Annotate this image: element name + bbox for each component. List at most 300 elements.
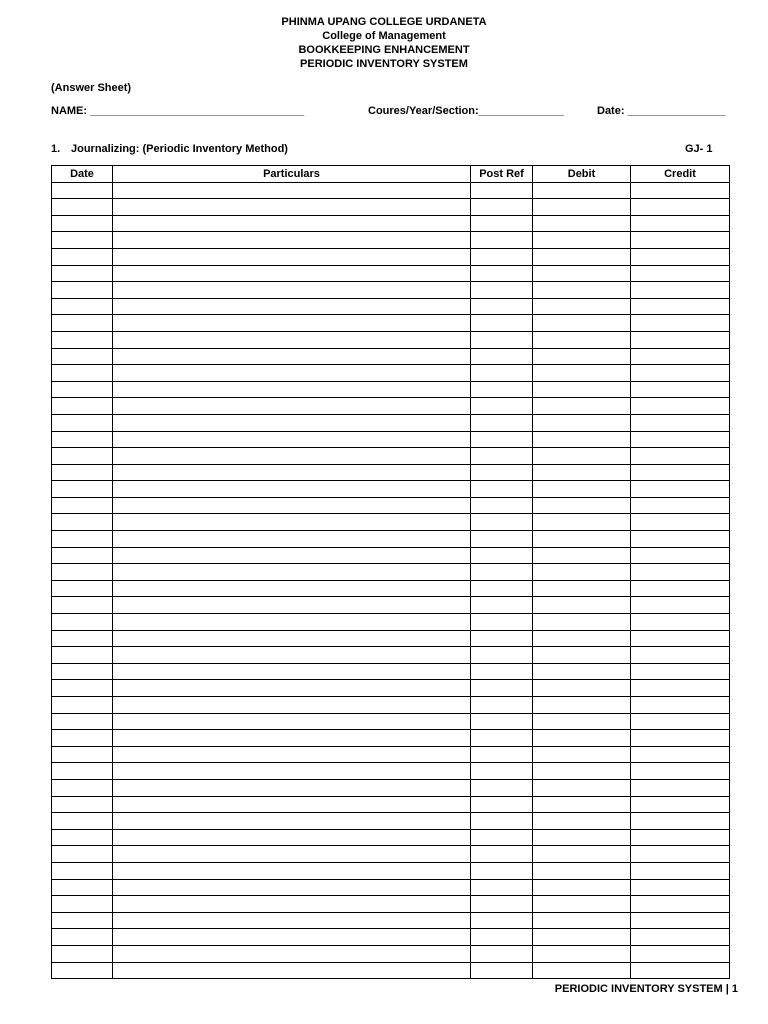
table-row xyxy=(52,398,730,415)
particulars-cell[interactable] xyxy=(113,912,471,929)
particulars-cell[interactable] xyxy=(113,580,471,597)
credit-cell[interactable] xyxy=(631,348,730,365)
particulars-cell[interactable] xyxy=(113,398,471,415)
particulars-cell[interactable] xyxy=(113,182,471,199)
particulars-cell[interactable] xyxy=(113,962,471,979)
table-row xyxy=(52,929,730,946)
table-row xyxy=(52,746,730,763)
date-cell[interactable] xyxy=(52,182,113,199)
post-ref-cell[interactable] xyxy=(471,448,533,465)
date-cell[interactable] xyxy=(52,862,113,879)
debit-cell[interactable] xyxy=(533,547,631,564)
debit-cell[interactable] xyxy=(533,199,631,216)
date-cell[interactable] xyxy=(52,796,113,813)
credit-cell[interactable] xyxy=(631,862,730,879)
date-cell[interactable] xyxy=(52,481,113,498)
credit-cell[interactable] xyxy=(631,331,730,348)
debit-cell[interactable] xyxy=(533,365,631,382)
debit-cell[interactable] xyxy=(533,315,631,332)
date-cell[interactable] xyxy=(52,680,113,697)
post-ref-cell[interactable] xyxy=(471,431,533,448)
post-ref-cell[interactable] xyxy=(471,365,533,382)
credit-cell[interactable] xyxy=(631,779,730,796)
credit-cell[interactable] xyxy=(631,215,730,232)
table-row xyxy=(52,580,730,597)
particulars-cell[interactable] xyxy=(113,564,471,581)
credit-cell[interactable] xyxy=(631,464,730,481)
date-cell[interactable] xyxy=(52,547,113,564)
credit-cell[interactable] xyxy=(631,514,730,531)
particulars-cell[interactable] xyxy=(113,663,471,680)
post-ref-cell[interactable] xyxy=(471,829,533,846)
particulars-cell[interactable] xyxy=(113,431,471,448)
date-cell[interactable] xyxy=(52,331,113,348)
credit-cell[interactable] xyxy=(631,730,730,747)
particulars-cell[interactable] xyxy=(113,597,471,614)
credit-cell[interactable] xyxy=(631,879,730,896)
table-row xyxy=(52,713,730,730)
debit-cell[interactable] xyxy=(533,298,631,315)
debit-cell[interactable] xyxy=(533,564,631,581)
debit-cell[interactable] xyxy=(533,813,631,830)
date-cell[interactable] xyxy=(52,779,113,796)
date-cell[interactable] xyxy=(52,962,113,979)
table-row xyxy=(52,265,730,282)
date-cell[interactable] xyxy=(52,829,113,846)
general-journal-page-label: GJ- 1 xyxy=(685,143,713,155)
table-row xyxy=(52,481,730,498)
debit-cell[interactable] xyxy=(533,282,631,299)
credit-cell[interactable] xyxy=(631,945,730,962)
date-cell[interactable] xyxy=(52,365,113,382)
post-ref-cell[interactable] xyxy=(471,514,533,531)
date-cell[interactable] xyxy=(52,497,113,514)
credit-cell[interactable] xyxy=(631,182,730,199)
particulars-cell[interactable] xyxy=(113,896,471,913)
post-ref-cell[interactable] xyxy=(471,398,533,415)
credit-cell[interactable] xyxy=(631,680,730,697)
particulars-cell[interactable] xyxy=(113,414,471,431)
particulars-cell[interactable] xyxy=(113,647,471,664)
journal-table xyxy=(51,165,730,979)
table-row xyxy=(52,182,730,199)
debit-cell[interactable] xyxy=(533,746,631,763)
date-cell[interactable] xyxy=(52,414,113,431)
debit-cell[interactable] xyxy=(533,945,631,962)
table-row xyxy=(52,215,730,232)
particulars-cell[interactable] xyxy=(113,945,471,962)
date-cell[interactable] xyxy=(52,763,113,780)
table-row xyxy=(52,497,730,514)
post-ref-cell[interactable] xyxy=(471,248,533,265)
debit-cell[interactable] xyxy=(533,381,631,398)
particulars-cell[interactable] xyxy=(113,697,471,714)
debit-cell[interactable] xyxy=(533,763,631,780)
post-ref-cell[interactable] xyxy=(471,232,533,249)
answer-sheet-label: (Answer Sheet) xyxy=(51,82,132,94)
debit-cell[interactable] xyxy=(533,464,631,481)
post-ref-cell[interactable] xyxy=(471,713,533,730)
particulars-cell[interactable] xyxy=(113,215,471,232)
debit-cell[interactable] xyxy=(533,697,631,714)
particulars-cell[interactable] xyxy=(113,829,471,846)
date-cell[interactable] xyxy=(52,381,113,398)
post-ref-cell[interactable] xyxy=(471,298,533,315)
particulars-cell[interactable] xyxy=(113,929,471,946)
section-number: 1. xyxy=(51,143,61,155)
debit-cell[interactable] xyxy=(533,896,631,913)
post-ref-cell[interactable] xyxy=(471,945,533,962)
debit-cell[interactable] xyxy=(533,448,631,465)
table-row xyxy=(52,680,730,697)
debit-cell[interactable] xyxy=(533,182,631,199)
table-row xyxy=(52,232,730,249)
credit-cell[interactable] xyxy=(631,564,730,581)
debit-cell[interactable] xyxy=(533,531,631,548)
debit-cell[interactable] xyxy=(533,630,631,647)
post-ref-cell[interactable] xyxy=(471,630,533,647)
table-row xyxy=(52,531,730,548)
particulars-cell[interactable] xyxy=(113,331,471,348)
credit-cell[interactable] xyxy=(631,298,730,315)
particulars-cell[interactable] xyxy=(113,846,471,863)
credit-cell[interactable] xyxy=(631,282,730,299)
date-cell[interactable] xyxy=(52,282,113,299)
post-ref-cell[interactable] xyxy=(471,580,533,597)
date-cell[interactable] xyxy=(52,232,113,249)
debit-cell[interactable] xyxy=(533,796,631,813)
date-cell[interactable] xyxy=(52,265,113,282)
table-row xyxy=(52,431,730,448)
table-row xyxy=(52,763,730,780)
credit-cell[interactable] xyxy=(631,431,730,448)
date-cell[interactable] xyxy=(52,896,113,913)
credit-cell[interactable] xyxy=(631,547,730,564)
particulars-cell[interactable] xyxy=(113,497,471,514)
date-cell[interactable] xyxy=(52,315,113,332)
debit-cell[interactable] xyxy=(533,862,631,879)
credit-cell[interactable] xyxy=(631,232,730,249)
post-ref-cell[interactable] xyxy=(471,564,533,581)
credit-cell[interactable] xyxy=(631,199,730,216)
table-row xyxy=(52,862,730,879)
post-ref-cell[interactable] xyxy=(471,813,533,830)
debit-column-header: Debit xyxy=(533,166,631,183)
post-ref-cell[interactable] xyxy=(471,862,533,879)
date-cell[interactable] xyxy=(52,929,113,946)
credit-cell[interactable] xyxy=(631,647,730,664)
page-footer: PERIODIC INVENTORY SYSTEM | 1 xyxy=(554,983,738,995)
credit-cell[interactable] xyxy=(631,630,730,647)
particulars-cell[interactable] xyxy=(113,730,471,747)
debit-cell[interactable] xyxy=(533,248,631,265)
particulars-cell[interactable] xyxy=(113,531,471,548)
table-row xyxy=(52,912,730,929)
journal-body xyxy=(52,182,730,979)
post-ref-cell[interactable] xyxy=(471,647,533,664)
table-row xyxy=(52,448,730,465)
table-row xyxy=(52,348,730,365)
debit-cell[interactable] xyxy=(533,879,631,896)
debit-cell[interactable] xyxy=(533,215,631,232)
post-ref-cell[interactable] xyxy=(471,697,533,714)
date-cell[interactable] xyxy=(52,813,113,830)
debit-cell[interactable] xyxy=(533,912,631,929)
post-ref-column-header: Post Ref xyxy=(471,166,533,183)
debit-cell[interactable] xyxy=(533,481,631,498)
post-ref-cell[interactable] xyxy=(471,663,533,680)
date-cell[interactable] xyxy=(52,945,113,962)
date-cell[interactable] xyxy=(52,514,113,531)
table-row xyxy=(52,896,730,913)
course-title: BOOKKEEPING ENHANCEMENT xyxy=(298,44,470,56)
post-ref-cell[interactable] xyxy=(471,464,533,481)
credit-cell[interactable] xyxy=(631,448,730,465)
post-ref-cell[interactable] xyxy=(471,896,533,913)
table-row xyxy=(52,962,730,979)
date-cell[interactable] xyxy=(52,663,113,680)
debit-cell[interactable] xyxy=(533,348,631,365)
credit-cell[interactable] xyxy=(631,746,730,763)
particulars-cell[interactable] xyxy=(113,746,471,763)
table-row xyxy=(52,879,730,896)
date-cell[interactable] xyxy=(52,564,113,581)
date-cell[interactable] xyxy=(52,348,113,365)
date-cell[interactable] xyxy=(52,248,113,265)
post-ref-cell[interactable] xyxy=(471,315,533,332)
particulars-cell[interactable] xyxy=(113,813,471,830)
credit-cell[interactable] xyxy=(631,265,730,282)
credit-cell[interactable] xyxy=(631,315,730,332)
date-cell[interactable] xyxy=(52,614,113,631)
credit-cell[interactable] xyxy=(631,481,730,498)
post-ref-cell[interactable] xyxy=(471,962,533,979)
table-row xyxy=(52,199,730,216)
particulars-cell[interactable] xyxy=(113,448,471,465)
date-cell[interactable] xyxy=(52,431,113,448)
date-cell[interactable] xyxy=(52,199,113,216)
credit-cell[interactable] xyxy=(631,497,730,514)
debit-cell[interactable] xyxy=(533,265,631,282)
particulars-cell[interactable] xyxy=(113,680,471,697)
particulars-cell[interactable] xyxy=(113,514,471,531)
post-ref-cell[interactable] xyxy=(471,282,533,299)
table-row xyxy=(52,614,730,631)
date-cell[interactable] xyxy=(52,846,113,863)
table-row xyxy=(52,564,730,581)
post-ref-cell[interactable] xyxy=(471,199,533,216)
date-cell[interactable] xyxy=(52,630,113,647)
credit-cell[interactable] xyxy=(631,531,730,548)
particulars-cell[interactable] xyxy=(113,630,471,647)
post-ref-cell[interactable] xyxy=(471,182,533,199)
particulars-cell[interactable] xyxy=(113,713,471,730)
credit-cell[interactable] xyxy=(631,929,730,946)
credit-cell[interactable] xyxy=(631,829,730,846)
post-ref-cell[interactable] xyxy=(471,763,533,780)
credit-cell[interactable] xyxy=(631,414,730,431)
particulars-cell[interactable] xyxy=(113,481,471,498)
particulars-cell[interactable] xyxy=(113,779,471,796)
date-cell[interactable] xyxy=(52,730,113,747)
section-heading xyxy=(51,142,288,156)
credit-cell[interactable] xyxy=(631,962,730,979)
credit-cell[interactable] xyxy=(631,912,730,929)
table-row xyxy=(52,796,730,813)
credit-cell[interactable] xyxy=(631,896,730,913)
debit-cell[interactable] xyxy=(533,846,631,863)
table-row xyxy=(52,414,730,431)
post-ref-cell[interactable] xyxy=(471,614,533,631)
debit-cell[interactable] xyxy=(533,713,631,730)
credit-cell[interactable] xyxy=(631,813,730,830)
debit-cell[interactable] xyxy=(533,580,631,597)
post-ref-cell[interactable] xyxy=(471,381,533,398)
post-ref-cell[interactable] xyxy=(471,879,533,896)
credit-column-header: Credit xyxy=(631,166,730,183)
debit-cell[interactable] xyxy=(533,431,631,448)
date-cell[interactable] xyxy=(52,746,113,763)
credit-cell[interactable] xyxy=(631,365,730,382)
credit-cell[interactable] xyxy=(631,763,730,780)
debit-cell[interactable] xyxy=(533,730,631,747)
date-cell[interactable] xyxy=(52,912,113,929)
table-row xyxy=(52,730,730,747)
credit-cell[interactable] xyxy=(631,614,730,631)
post-ref-cell[interactable] xyxy=(471,730,533,747)
debit-cell[interactable] xyxy=(533,232,631,249)
post-ref-cell[interactable] xyxy=(471,331,533,348)
debit-cell[interactable] xyxy=(533,331,631,348)
post-ref-cell[interactable] xyxy=(471,912,533,929)
post-ref-cell[interactable] xyxy=(471,680,533,697)
table-row xyxy=(52,829,730,846)
debit-cell[interactable] xyxy=(533,398,631,415)
date-cell[interactable] xyxy=(52,647,113,664)
debit-cell[interactable] xyxy=(533,962,631,979)
post-ref-cell[interactable] xyxy=(471,497,533,514)
post-ref-cell[interactable] xyxy=(471,265,533,282)
debit-cell[interactable] xyxy=(533,414,631,431)
post-ref-cell[interactable] xyxy=(471,746,533,763)
particulars-cell[interactable] xyxy=(113,199,471,216)
particulars-cell[interactable] xyxy=(113,265,471,282)
credit-cell[interactable] xyxy=(631,697,730,714)
post-ref-cell[interactable] xyxy=(471,929,533,946)
debit-cell[interactable] xyxy=(533,663,631,680)
particulars-cell[interactable] xyxy=(113,348,471,365)
table-row xyxy=(52,779,730,796)
credit-cell[interactable] xyxy=(631,597,730,614)
journal-header-row xyxy=(52,166,730,183)
post-ref-cell[interactable] xyxy=(471,414,533,431)
particulars-cell[interactable] xyxy=(113,796,471,813)
particulars-cell[interactable] xyxy=(113,232,471,249)
table-row xyxy=(52,381,730,398)
credit-cell[interactable] xyxy=(631,713,730,730)
particulars-cell[interactable] xyxy=(113,298,471,315)
particulars-cell[interactable] xyxy=(113,763,471,780)
date-cell[interactable] xyxy=(52,448,113,465)
date-cell[interactable] xyxy=(52,713,113,730)
date-cell[interactable] xyxy=(52,298,113,315)
date-cell[interactable] xyxy=(52,697,113,714)
course-year-section-field: Coures/Year/Section:______________ xyxy=(368,105,565,117)
document-header xyxy=(0,15,768,71)
particulars-column-header: Particulars xyxy=(113,166,471,183)
post-ref-cell[interactable] xyxy=(471,796,533,813)
topic-title: PERIODIC INVENTORY SYSTEM xyxy=(300,58,468,70)
debit-cell[interactable] xyxy=(533,497,631,514)
credit-cell[interactable] xyxy=(631,580,730,597)
debit-cell[interactable] xyxy=(533,647,631,664)
credit-cell[interactable] xyxy=(631,398,730,415)
post-ref-cell[interactable] xyxy=(471,531,533,548)
table-row xyxy=(52,663,730,680)
table-row xyxy=(52,697,730,714)
post-ref-cell[interactable] xyxy=(471,779,533,796)
particulars-cell[interactable] xyxy=(113,381,471,398)
college-name: College of Management xyxy=(322,30,446,42)
particulars-cell[interactable] xyxy=(113,879,471,896)
credit-cell[interactable] xyxy=(631,381,730,398)
credit-cell[interactable] xyxy=(631,663,730,680)
credit-cell[interactable] xyxy=(631,248,730,265)
debit-cell[interactable] xyxy=(533,514,631,531)
post-ref-cell[interactable] xyxy=(471,215,533,232)
debit-cell[interactable] xyxy=(533,597,631,614)
date-cell[interactable] xyxy=(52,879,113,896)
particulars-cell[interactable] xyxy=(113,282,471,299)
debit-cell[interactable] xyxy=(533,829,631,846)
post-ref-cell[interactable] xyxy=(471,481,533,498)
school-name: PHINMA UPANG COLLEGE URDANETA xyxy=(281,16,487,28)
particulars-cell[interactable] xyxy=(113,614,471,631)
table-row xyxy=(52,315,730,332)
debit-cell[interactable] xyxy=(533,779,631,796)
table-row xyxy=(52,514,730,531)
debit-cell[interactable] xyxy=(533,614,631,631)
post-ref-cell[interactable] xyxy=(471,348,533,365)
date-cell[interactable] xyxy=(52,580,113,597)
debit-cell[interactable] xyxy=(533,680,631,697)
date-field: Date: ________________ xyxy=(597,105,726,117)
date-cell[interactable] xyxy=(52,464,113,481)
particulars-cell[interactable] xyxy=(113,315,471,332)
date-cell[interactable] xyxy=(52,531,113,548)
particulars-cell[interactable] xyxy=(113,862,471,879)
credit-cell[interactable] xyxy=(631,796,730,813)
table-row xyxy=(52,282,730,299)
particulars-cell[interactable] xyxy=(113,464,471,481)
section-title-text: Journalizing: (Periodic Inventory Method) xyxy=(71,143,288,155)
table-row xyxy=(52,647,730,664)
post-ref-cell[interactable] xyxy=(471,547,533,564)
post-ref-cell[interactable] xyxy=(471,846,533,863)
particulars-cell[interactable] xyxy=(113,547,471,564)
particulars-cell[interactable] xyxy=(113,365,471,382)
date-cell[interactable] xyxy=(52,398,113,415)
debit-cell[interactable] xyxy=(533,929,631,946)
post-ref-cell[interactable] xyxy=(471,597,533,614)
table-row xyxy=(52,248,730,265)
table-row xyxy=(52,813,730,830)
table-row xyxy=(52,365,730,382)
date-cell[interactable] xyxy=(52,215,113,232)
credit-cell[interactable] xyxy=(631,846,730,863)
date-cell[interactable] xyxy=(52,597,113,614)
particulars-cell[interactable] xyxy=(113,248,471,265)
